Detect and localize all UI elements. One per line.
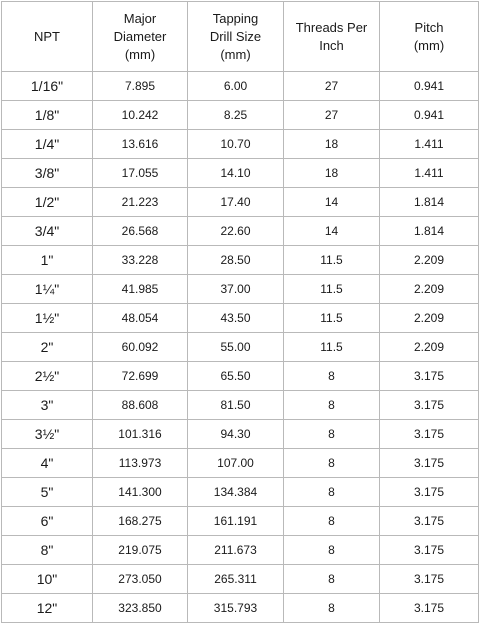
major-diameter-cell: 17.055 (93, 159, 188, 188)
threads-per-inch-cell: 11.5 (284, 246, 380, 275)
threads-per-inch-cell: 14 (284, 217, 380, 246)
table-row (2, 362, 479, 391)
header-line: (mm) (124, 46, 156, 62)
header-line: Diameter (113, 28, 167, 44)
tapping-drill-cell: 55.00 (188, 333, 284, 362)
header-line: NPT (34, 28, 60, 44)
major-diameter-cell: 33.228 (93, 246, 188, 275)
table-row (2, 449, 479, 478)
threads-per-inch-cell: 14 (284, 188, 380, 217)
major-diameter-cell: 323.850 (93, 594, 188, 623)
threads-per-inch-cell: 11.5 (284, 304, 380, 333)
table-row (2, 478, 479, 507)
major-diameter-cell: 219.075 (93, 536, 188, 565)
header-line: Drill Size (209, 28, 262, 44)
threads-per-inch-cell: 8 (284, 362, 380, 391)
pitch-cell: 1.814 (380, 188, 479, 217)
tapping-drill-cell: 8.25 (188, 101, 284, 130)
tapping-drill-cell: 37.00 (188, 275, 284, 304)
threads-per-inch-cell: 8 (284, 420, 380, 449)
header-threads-per-inch (284, 2, 380, 72)
major-diameter-cell: 72.699 (93, 362, 188, 391)
pitch-cell: 3.175 (380, 507, 479, 536)
pitch-cell: 3.175 (380, 362, 479, 391)
major-diameter-cell: 141.300 (93, 478, 188, 507)
npt-thread-table-container (1, 1, 479, 616)
tapping-drill-cell: 94.30 (188, 420, 284, 449)
table-row (2, 536, 479, 565)
threads-per-inch-cell: 8 (284, 507, 380, 536)
npt-cell: 10" (2, 565, 93, 594)
header-row (2, 2, 479, 72)
major-diameter-cell: 26.568 (93, 217, 188, 246)
tapping-drill-cell: 265.311 (188, 565, 284, 594)
pitch-cell: 3.175 (380, 391, 479, 420)
tapping-drill-cell: 43.50 (188, 304, 284, 333)
major-diameter-cell: 113.973 (93, 449, 188, 478)
pitch-cell: 2.209 (380, 275, 479, 304)
threads-per-inch-cell: 11.5 (284, 333, 380, 362)
threads-per-inch-cell: 11.5 (284, 275, 380, 304)
pitch-cell: 3.175 (380, 594, 479, 623)
tapping-drill-cell: 81.50 (188, 391, 284, 420)
table-row (2, 507, 479, 536)
threads-per-inch-cell: 27 (284, 72, 380, 101)
threads-per-inch-cell: 18 (284, 130, 380, 159)
tapping-drill-cell: 22.60 (188, 217, 284, 246)
table-row (2, 246, 479, 275)
pitch-cell: 3.175 (380, 449, 479, 478)
tapping-drill-cell: 65.50 (188, 362, 284, 391)
tapping-drill-cell: 107.00 (188, 449, 284, 478)
threads-per-inch-cell: 18 (284, 159, 380, 188)
npt-cell: 2½" (2, 362, 93, 391)
threads-per-inch-cell: 8 (284, 478, 380, 507)
tapping-drill-cell: 161.191 (188, 507, 284, 536)
header-line: Threads Per (295, 19, 368, 35)
major-diameter-cell: 48.054 (93, 304, 188, 333)
table-row (2, 130, 479, 159)
pitch-cell: 1.411 (380, 130, 479, 159)
npt-cell: 12" (2, 594, 93, 623)
table-row (2, 391, 479, 420)
npt-cell: 2" (2, 333, 93, 362)
tapping-drill-cell: 28.50 (188, 246, 284, 275)
pitch-cell: 2.209 (380, 246, 479, 275)
tapping-drill-cell: 6.00 (188, 72, 284, 101)
table-row (2, 159, 479, 188)
table-row (2, 594, 479, 623)
table-row (2, 565, 479, 594)
header-pitch (380, 2, 479, 72)
header-line: Inch (319, 37, 344, 53)
header-major-diameter (93, 2, 188, 72)
pitch-cell: 0.941 (380, 72, 479, 101)
header-npt (2, 2, 93, 72)
table-header (2, 2, 479, 72)
header-line: (mm) (220, 46, 251, 62)
pitch-cell: 2.209 (380, 304, 479, 333)
tapping-drill-cell: 315.793 (188, 594, 284, 623)
pitch-cell: 3.175 (380, 420, 479, 449)
header-line: Tapping (212, 10, 259, 26)
npt-cell: 4" (2, 449, 93, 478)
major-diameter-cell: 13.616 (93, 130, 188, 159)
pitch-cell: 1.411 (380, 159, 479, 188)
table-row (2, 72, 479, 101)
npt-cell: 6" (2, 507, 93, 536)
npt-cell: 1" (2, 246, 93, 275)
major-diameter-cell: 273.050 (93, 565, 188, 594)
pitch-cell: 3.175 (380, 565, 479, 594)
pitch-cell: 1.814 (380, 217, 479, 246)
pitch-cell: 3.175 (380, 536, 479, 565)
tapping-drill-cell: 134.384 (188, 478, 284, 507)
major-diameter-cell: 168.275 (93, 507, 188, 536)
tapping-drill-cell: 17.40 (188, 188, 284, 217)
table-row (2, 304, 479, 333)
major-diameter-cell: 7.895 (93, 72, 188, 101)
npt-cell: 1¼" (2, 275, 93, 304)
npt-cell: 3/4" (2, 217, 93, 246)
threads-per-inch-cell: 27 (284, 101, 380, 130)
npt-cell: 3/8" (2, 159, 93, 188)
major-diameter-cell: 41.985 (93, 275, 188, 304)
major-diameter-cell: 60.092 (93, 333, 188, 362)
npt-cell: 1½" (2, 304, 93, 333)
table-row (2, 275, 479, 304)
npt-cell: 3" (2, 391, 93, 420)
threads-per-inch-cell: 8 (284, 594, 380, 623)
header-line: Pitch (414, 19, 444, 35)
pitch-cell: 3.175 (380, 478, 479, 507)
pitch-cell: 2.209 (380, 333, 479, 362)
table-row (2, 188, 479, 217)
tapping-drill-cell: 211.673 (188, 536, 284, 565)
tapping-drill-cell: 14.10 (188, 159, 284, 188)
threads-per-inch-cell: 8 (284, 536, 380, 565)
pitch-cell: 0.941 (380, 101, 479, 130)
npt-cell: 8" (2, 536, 93, 565)
threads-per-inch-cell: 8 (284, 565, 380, 594)
major-diameter-cell: 88.608 (93, 391, 188, 420)
table-row (2, 420, 479, 449)
npt-cell: 5" (2, 478, 93, 507)
npt-thread-table (1, 1, 479, 623)
header-tapping-drill-size (188, 2, 284, 72)
header-line: (mm) (413, 37, 445, 53)
major-diameter-cell: 101.316 (93, 420, 188, 449)
table-body (2, 72, 479, 623)
major-diameter-cell: 21.223 (93, 188, 188, 217)
tapping-drill-cell: 10.70 (188, 130, 284, 159)
npt-cell: 3½" (2, 420, 93, 449)
major-diameter-cell: 10.242 (93, 101, 188, 130)
table-row (2, 217, 479, 246)
npt-cell: 1/16" (2, 72, 93, 101)
table-row (2, 333, 479, 362)
npt-cell: 1/2" (2, 188, 93, 217)
npt-cell: 1/8" (2, 101, 93, 130)
threads-per-inch-cell: 8 (284, 449, 380, 478)
threads-per-inch-cell: 8 (284, 391, 380, 420)
npt-cell: 1/4" (2, 130, 93, 159)
table-row (2, 101, 479, 130)
header-line: Major (123, 10, 157, 26)
